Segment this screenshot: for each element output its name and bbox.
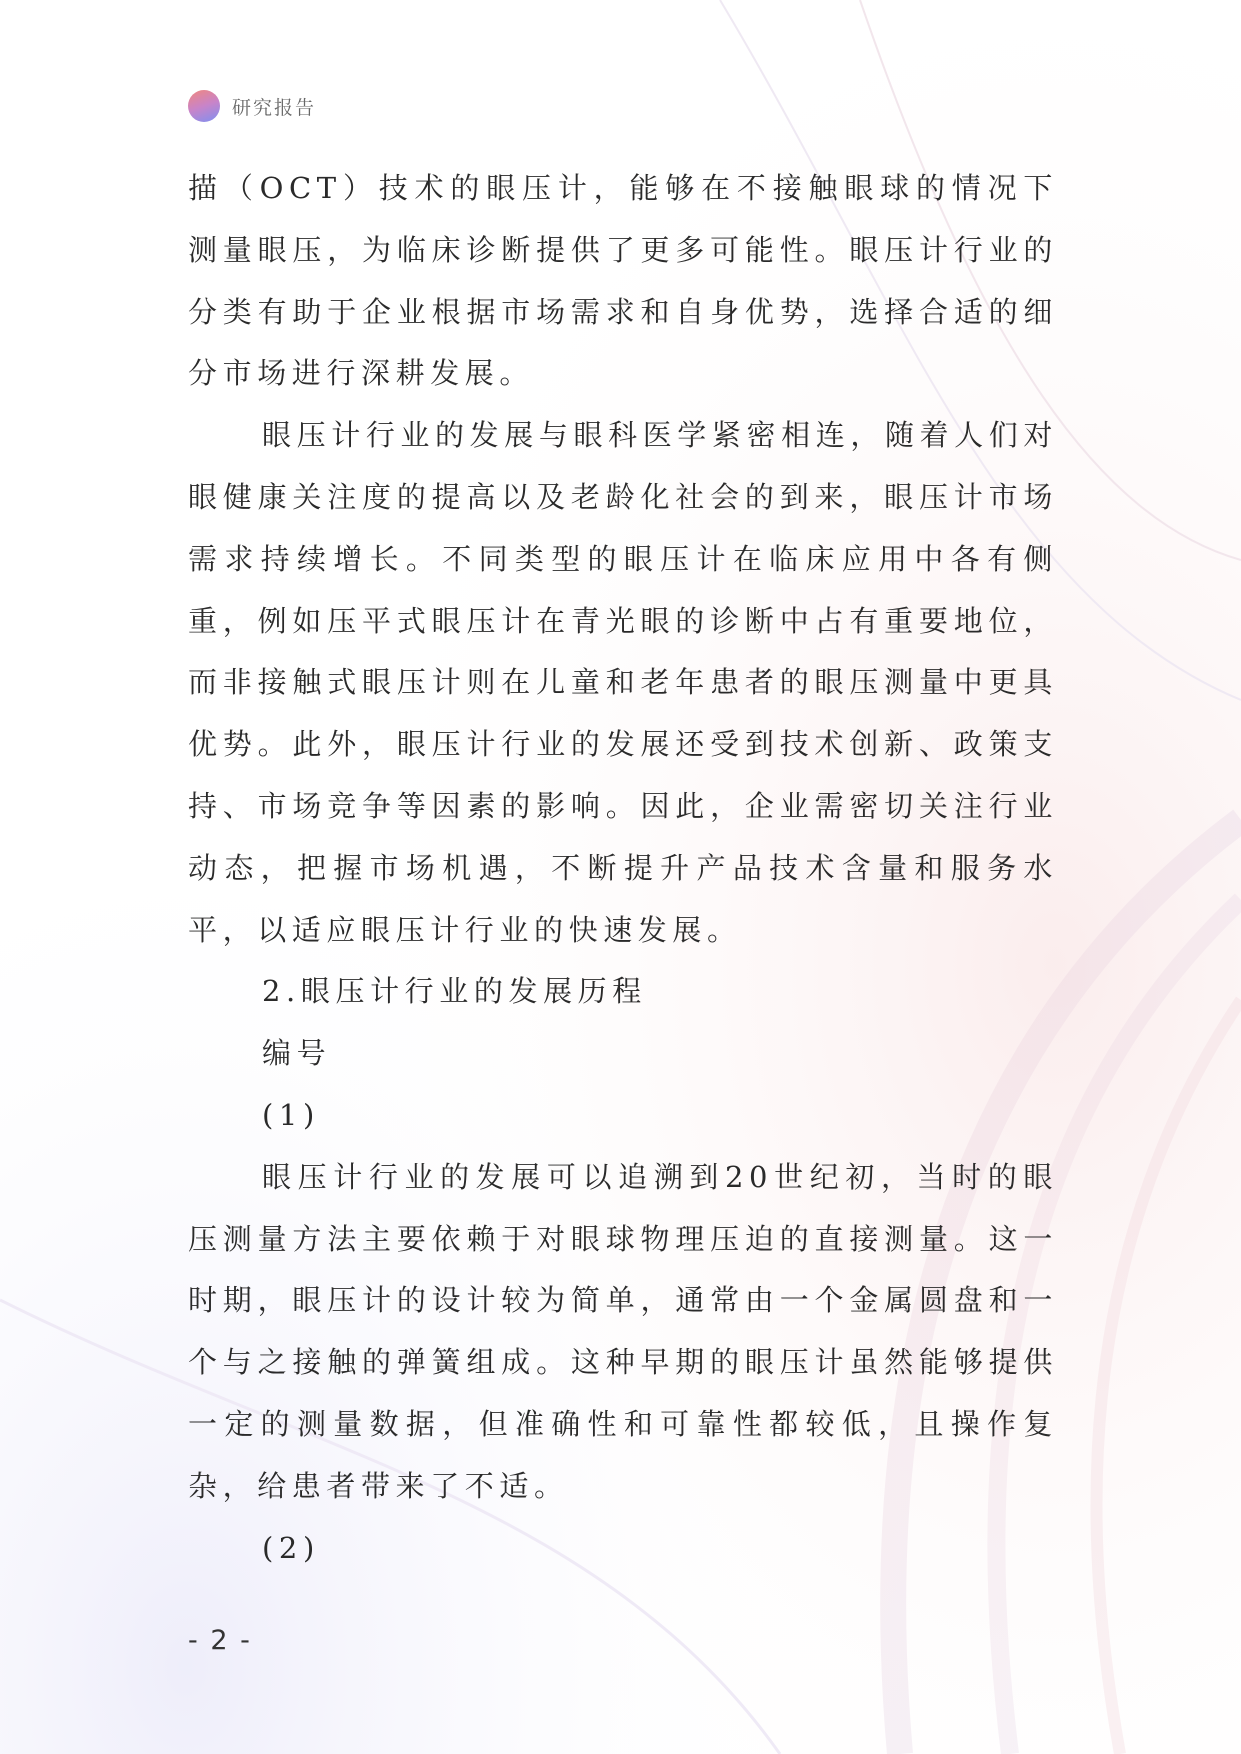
item-number: (2) — [262, 1530, 320, 1565]
page-header — [188, 88, 316, 124]
header-title: 研究报告 — [232, 96, 317, 119]
document-body — [188, 158, 1058, 1579]
section-heading: 2.眼压计行业的发展历程 — [262, 974, 647, 1009]
body-paragraph: 眼压计行业的发展可以追溯到20世纪初，当时的眼压测量方法主要依赖于对眼球物理压迫的直接测量。这一时期，眼压计的设计较为简单，通常由一个金属圆盘和一个与之接触的弹簧组成。这种早期的眼压计虽然能够提供一定的测量数据，但准确性和可靠性都较低，且操作复杂，给患者带来了不适。 — [188, 1159, 1058, 1503]
page-number: - 2 - — [188, 1625, 252, 1656]
body-paragraph: 编号 — [262, 1036, 332, 1071]
item-number: (1) — [262, 1097, 320, 1132]
body-paragraph: 描（OCT）技术的眼压计，能够在不接触眼球的情况下测量眼压，为临床诊断提供了更多可能性。眼压计行业的分类有助于企业根据市场需求和自身优势，选择合适的细分市场进行深耕发展。 — [188, 171, 1058, 391]
logo-icon — [188, 90, 220, 122]
body-paragraph: 眼压计行业的发展与眼科医学紧密相连，随着人们对眼健康关注度的提高以及老龄化社会的到来，眼压计市场需求持续增长。不同类型的眼压计在临床应用中各有侧重，例如压平式眼压计在青光眼的诊断中占有重要地位，而非接触式眼压计则在儿童和老年患者的眼压测量中更具优势。此外，眼压计行业的发展还受到技术创新、政策支持、市场竞争等因素的影响。因此，企业需密切关注行业动态，把握市场机遇，不断提升产品技术含量和服务水平，以适应眼压计行业的快速发展。 — [188, 418, 1058, 947]
